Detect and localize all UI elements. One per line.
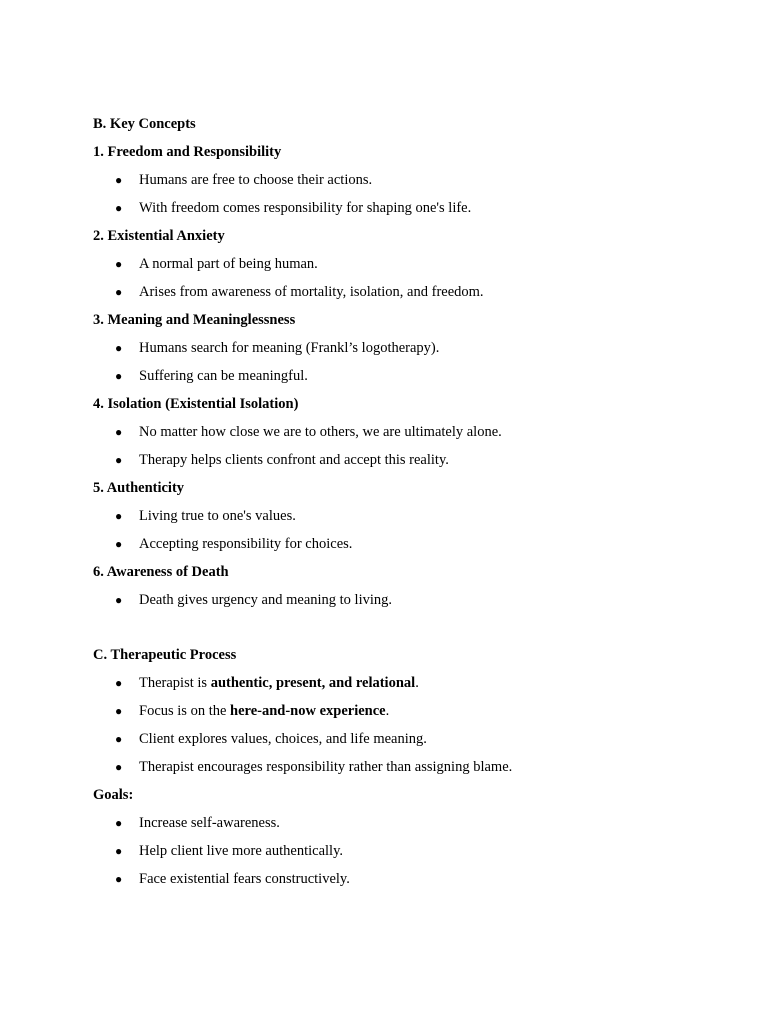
bullet-icon: ● xyxy=(115,341,123,355)
list-item: ● Face existential fears constructively. xyxy=(115,871,350,887)
bullet-icon: ● xyxy=(115,704,123,718)
bullet-icon: ● xyxy=(115,676,123,690)
bullet-icon: ● xyxy=(115,173,123,187)
list-item: ● Increase self-awareness. xyxy=(115,815,280,831)
goals-heading: Goals: xyxy=(93,787,134,803)
list-item: ● Humans are free to choose their actions. xyxy=(115,172,373,188)
document-page xyxy=(93,114,713,897)
section-title-key-concepts: B. Key Concepts xyxy=(93,116,196,132)
list-item: ● Client explores values, choices, and life meaning. xyxy=(115,731,427,747)
bullet-icon: ● xyxy=(115,816,123,830)
list-item: ● Accepting responsibility for choices. xyxy=(115,536,353,552)
list-item: ● Focus is on the here-and-now experience. xyxy=(115,703,390,719)
bullet-icon: ● xyxy=(115,872,123,886)
bullet-icon: ● xyxy=(115,257,123,271)
concept-heading-freedom: 1. Freedom and Responsibility xyxy=(93,144,282,160)
section-title-therapeutic-process: C. Therapeutic Process xyxy=(93,647,237,663)
list-item: ● Suffering can be meaningful. xyxy=(115,368,308,384)
section-spacer xyxy=(93,618,713,645)
list-item: ● Therapist is authentic, present, and relational. xyxy=(115,675,419,691)
list-item: ● No matter how close we are to others, we are ultimately alone. xyxy=(115,424,502,440)
concept-heading-authenticity: 5. Authenticity xyxy=(93,480,185,496)
bullet-icon: ● xyxy=(115,732,123,746)
list-item: ● Therapist encourages responsibility rather than assigning blame. xyxy=(115,759,513,775)
list-item: ● Death gives urgency and meaning to living. xyxy=(115,592,393,608)
list-item: ● Therapy helps clients confront and accept this reality. xyxy=(115,452,449,468)
bullet-icon: ● xyxy=(115,760,123,774)
bullet-icon: ● xyxy=(115,201,123,215)
concept-heading-isolation: 4. Isolation (Existential Isolation) xyxy=(93,396,299,412)
bullet-icon: ● xyxy=(115,509,123,523)
bullet-icon: ● xyxy=(115,285,123,299)
list-item: ● A normal part of being human. xyxy=(115,256,318,272)
list-item: ● Living true to one's values. xyxy=(115,508,296,524)
bullet-icon: ● xyxy=(115,844,123,858)
concept-heading-meaning: 3. Meaning and Meaninglessness xyxy=(93,312,296,328)
list-item: ● Arises from awareness of mortality, isolation, and freedom. xyxy=(115,284,484,300)
bullet-icon: ● xyxy=(115,369,123,383)
bullet-icon: ● xyxy=(115,593,123,607)
bullet-icon: ● xyxy=(115,453,123,467)
list-item: ● Humans search for meaning (Frankl’s logotherapy). xyxy=(115,340,440,356)
concept-heading-death: 6. Awareness of Death xyxy=(93,564,229,580)
bullet-icon: ● xyxy=(115,425,123,439)
bullet-icon: ● xyxy=(115,537,123,551)
concept-heading-anxiety: 2. Existential Anxiety xyxy=(93,228,225,244)
list-item: ● With freedom comes responsibility for shaping one's life. xyxy=(115,200,472,216)
list-item: ● Help client live more authentically. xyxy=(115,843,343,859)
